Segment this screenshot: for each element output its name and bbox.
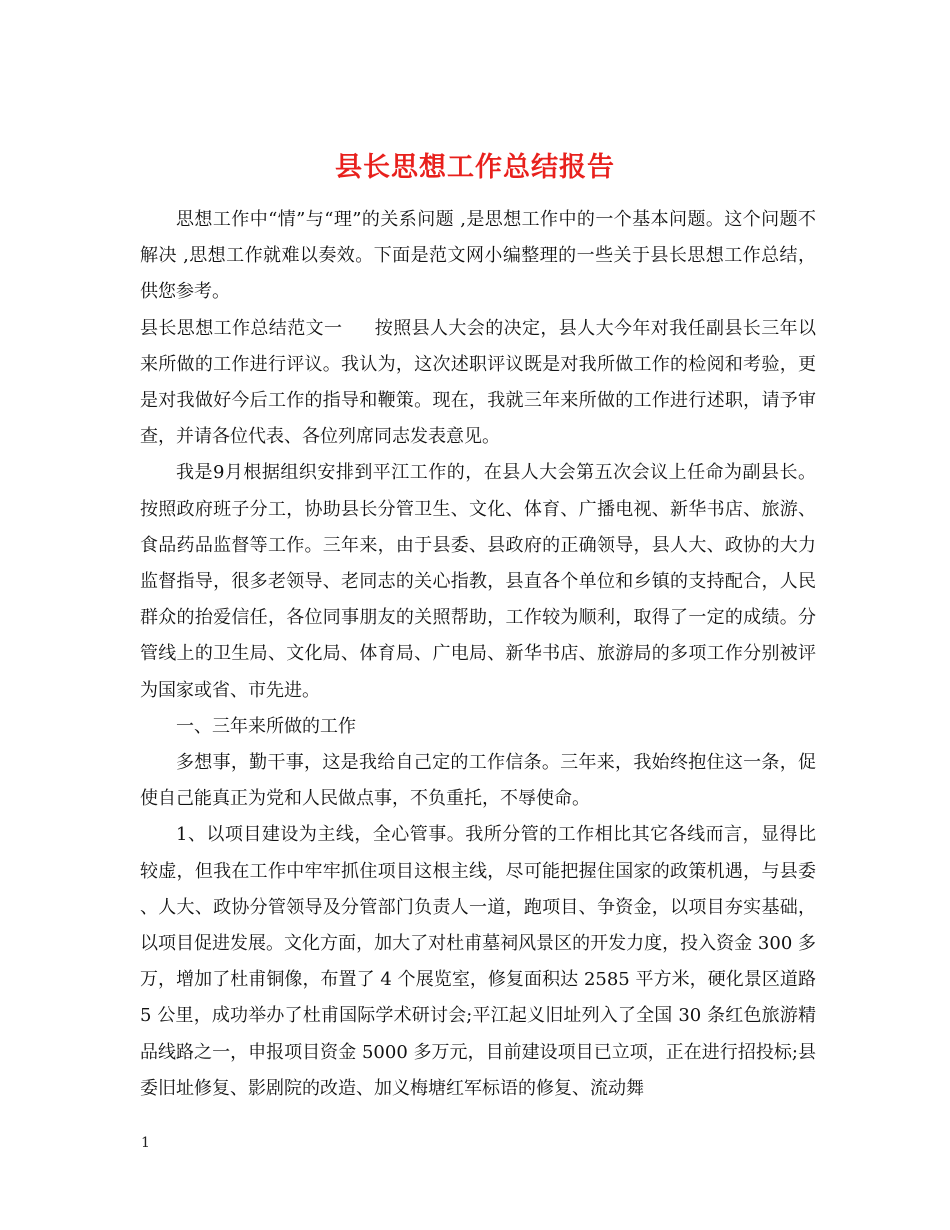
paragraph-background: 我是9月根据组织安排到平江工作的，在县人大会第五次会议上任命为副县长。按照政府班子分工，协助县长分管卫生、文化、体育、广播电视、新华书店、旅游、食品药品监督等工作。三年来，由于县委、县政府的正确领导，县人大、政协的大力监督指导，很多老领导、老同志的关心指教，县直各个单位和乡镇的支持配合，人民群众的抬爱信任，各位同事朋友的关照帮助，工作较为顺利，取得了一定的成绩。分管线上的卫生局、文化局、体育局、广电局、新华书店、旅游局的多项工作分别被评为国家或省、市先进。 — [140, 462, 816, 701]
sample-one-label: 县长思想工作总结范文一 — [140, 317, 343, 339]
document-body — [140, 202, 816, 1107]
paragraph-sample-one — [140, 311, 816, 456]
paragraph-work-motto: 多想事，勤干事，这是我给自己定的工作信条。三年来，我始终抱住这一条，促使自己能真正为党和人民做点事，不负重托，不辱使命。 — [140, 752, 816, 810]
section-heading-work: 一、三年来所做的工作 — [176, 715, 356, 737]
page-number: 1 — [141, 1135, 150, 1151]
paragraph-intro: 思想工作中“情”与“理”的关系问题 ,是思想工作中的一个基本问题。这个问题不解决 ,思想工作就难以奏效。下面是范文网小编整理的一些关于县长思想工作总结，供您参考。 — [140, 209, 816, 303]
paragraph-project-construction: 1、以项目建设为主线，全心管事。我所分管的工作相比其它各线而言，显得比较虚，但我在工作中牢牢抓住项目这根主线，尽可能把握住国家的政策机遇，与县委、人大、政协分管领导及分管部门负责人一道，跑项目、争资金，以项目夯实基础，以项目促进发展。文化方面，加大了对杜甫墓祠风景区的开发力度，投入资金 300 多万，增加了杜甫铜像，布置了 4 个展览室，修复面积达 2585 平方米，硬化景区道路 5 公里，成功举办了杜甫国际学术研讨会;平江起义旧址列入了全国 30 条红色旅游精品线路之一，申报项目资金 5000 多万元，目前建设项目已立项，正在进行招投标;县委旧址修复、影剧院的改造、加义梅塘红军标语的修复、流动舞 — [140, 824, 816, 1099]
sample-one-text: 按照县人大会的决定，县人大今年对我任副县长三年以来所做的工作进行评议。我认为，这次述职评议既是对我所做工作的检阅和考验，更是对我做好今后工作的指导和鞭策。现在，我就三年来所做的工作进行述职，请予审查，并请各位代表、各位列席同志发表意见。 — [140, 317, 817, 448]
document-title: 县长思想工作总结报告 — [335, 152, 615, 184]
